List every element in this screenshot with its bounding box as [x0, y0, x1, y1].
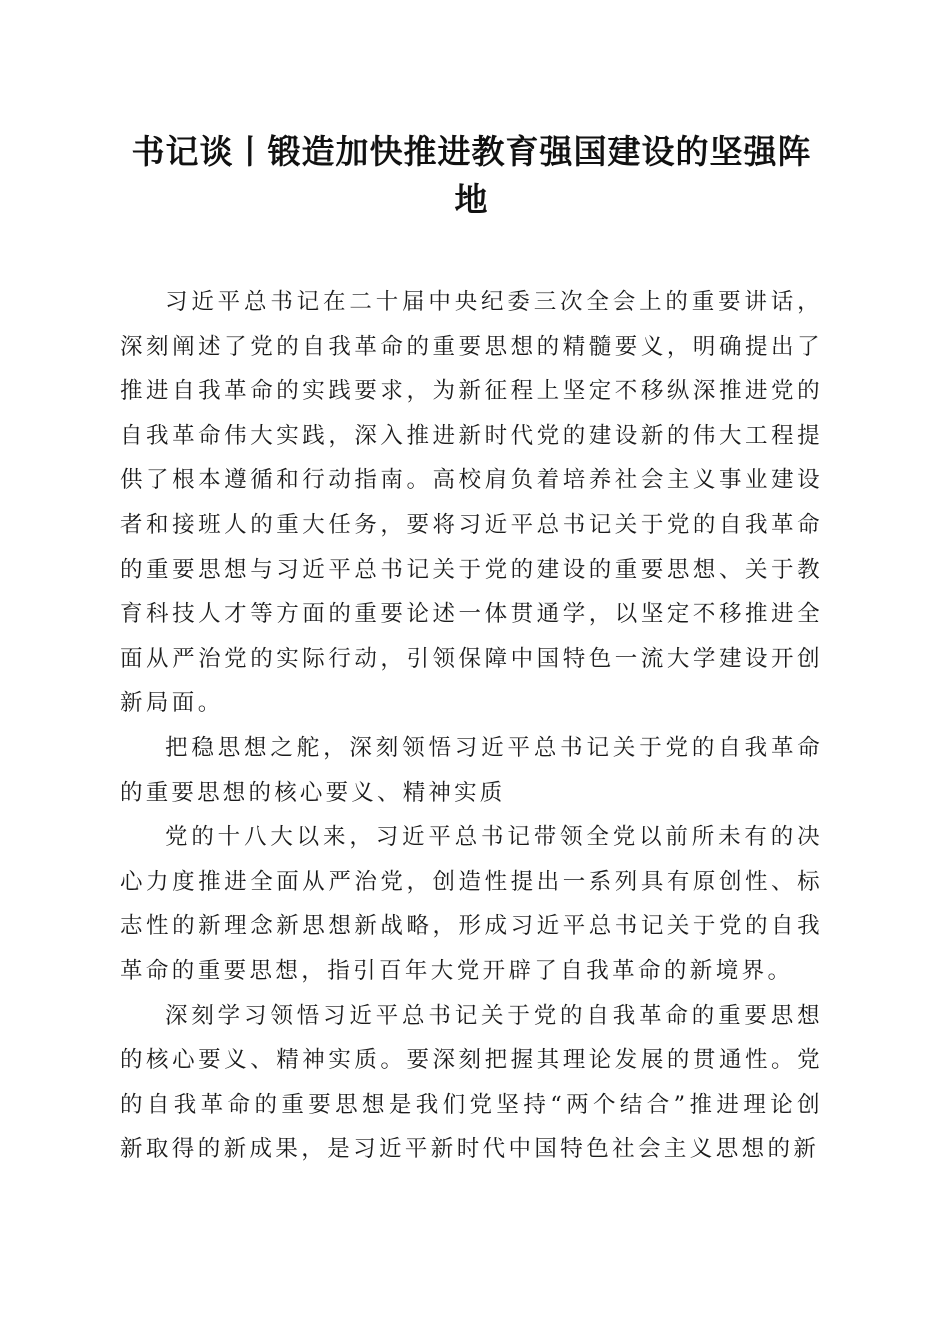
paragraph-intro: 习近平总书记在二十届中央纪委三次全会上的重要讲话，深刻阐述了党的自我革命的重要思想的精髓要义，明确提出了推进自我革命的实践要求，为新征程上坚定不移纵深推进党的自我革命伟大实践，深入推进新时代党的建设新的伟大工程提供了根本遵循和行动指南。高校肩负着培养社会主义事业建设者和接班人的重大任务，要将习近平总书记关于党的自我革命的重要思想与习近平总书记关于党的建设的重要思想、关于教育科技人才等方面的重要论述一体贯通学，以坚定不移推进全面从严治党的实际行动，引领保障中国特色一流大学建设开创新局面。 — [120, 289, 823, 717]
document-title: 书记谈丨锻造加快推进教育强国建设的坚强阵地 — [131, 132, 812, 219]
paragraph-study: 深刻学习领悟习近平总书记关于党的自我革命的重要思想的核心要义、精神实质。要深刻把握其理论发展的贯通性。党的自我革命的重要思想是我们党坚持“两个结合”推进理论创新取得的新成果，是习近平新时代中国特色社会主义思想的新 — [120, 1002, 823, 1163]
document-page — [120, 128, 823, 1172]
paragraph-history: 党的十八大以来，习近平总书记带领全党以前所未有的决心力度推进全面从严治党，创造性提出一系列具有原创性、标志性的新理念新思想新战略，形成习近平总书记关于党的自我革命的重要思想，指引百年大党开辟了自我革命的新境界。 — [120, 824, 823, 984]
document-body — [120, 280, 823, 1172]
section-heading: 把稳思想之舵，深刻领悟习近平总书记关于党的自我革命的重要思想的核心要义、精神实质 — [120, 734, 823, 806]
